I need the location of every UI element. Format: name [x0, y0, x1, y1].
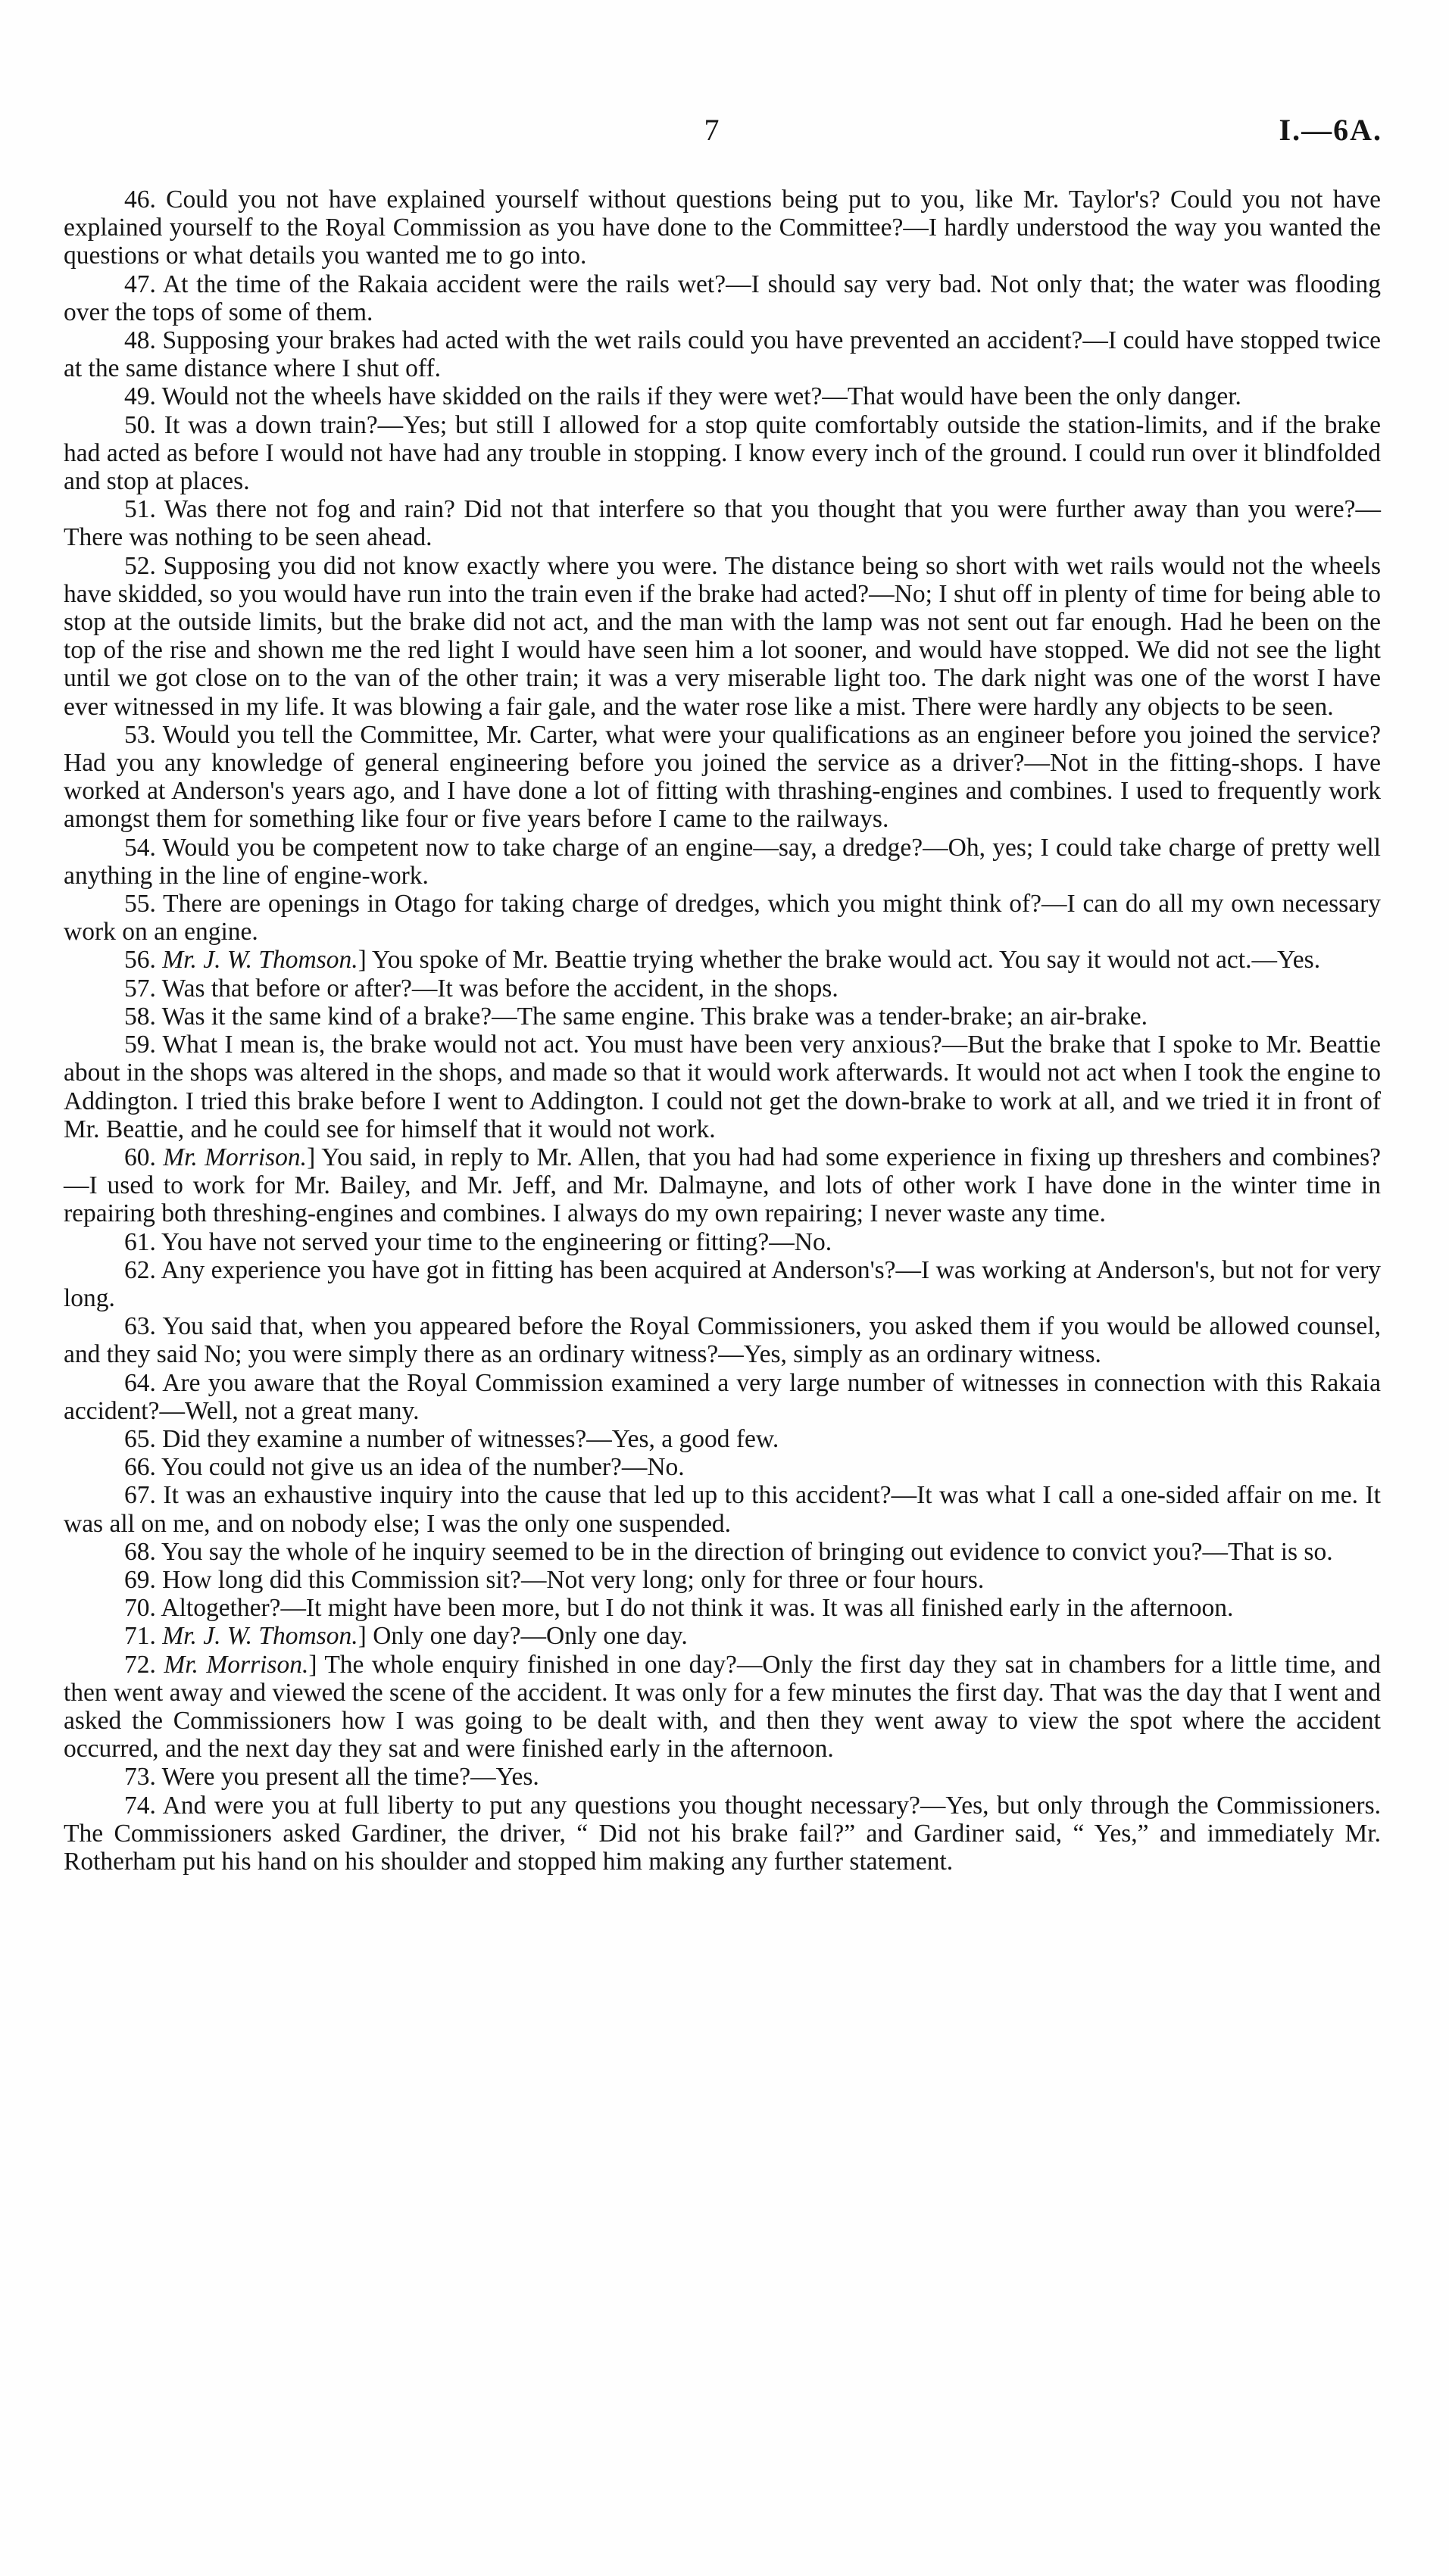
question-53: 53. Would you tell the Committee, Mr. Carter, what were your qualifications as an engineer before you joined the service? Had you any knowledge of general engineering before you joined the service as a driver?—Not in the fitting-shops. I have worked at Anderson's years ago, and I have done a lot of fitting with thrashing-engines and combines. I used to frequently work amongst them for something like four or five years before I came to the railways.	[64, 720, 1381, 834]
question-63: 63. You said that, when you appeared before the Royal Commissioners, you asked them if you would be allowed counsel, and they said No; you were simply there as an ordinary witness?—Yes, simply as an ordinary witness.	[64, 1312, 1381, 1369]
question-51: 51. Was there not fog and rain? Did not that interfere so that you thought that you were further away than you were?—There was nothing to be seen ahead.	[64, 495, 1381, 552]
question-number: 71.	[124, 1622, 156, 1651]
question-59: 59. What I mean is, the brake would not act. You must have been very anxious?—But the brake that I spoke to Mr. Beattie about in the shops was altered in the shops, and made so that it would work afterwards. It would not act when I took the engine to Addington. I tried this brake before I went to Addington. I could not get the down-brake to work at all, and we tried it in front of Mr. Beattie, and he could see for himself that it would not work.	[64, 1031, 1381, 1143]
question-74: 74. And were you at full liberty to put any questions you thought necessary?—Yes, but only through the Commissioners. The Commissioners asked Gardiner, the driver, “ Did not his brake fail?” and Gardiner said, “ Yes,” and immediately Mr. Rotherham put his hand on his shoulder and stopped him making any further statement.	[64, 1791, 1381, 1876]
question-66: 66. You could not give us an idea of the number?—No.	[124, 1453, 685, 1482]
speaker-name: Mr. J. W. Thomson.	[162, 946, 358, 975]
question-61: 61. You have not served your time to the engineering or fitting?—No.	[124, 1227, 832, 1256]
speaker-name: Mr. Morrison.	[164, 1650, 309, 1679]
page-number: 7	[704, 113, 720, 147]
question-62: 62. Any experience you have got in fitting has been acquired at Anderson's?—I was working at Anderson's, but not for very long.	[64, 1255, 1381, 1312]
question-48: 48. Supposing your brakes had acted with the wet rails could you have prevented an accident?—I could have stopped twice at the same distance where I shut off.	[64, 326, 1381, 383]
question-72	[64, 1651, 1381, 1764]
question-64: 64. Are you aware that the Royal Commission examined a very large number of witnesses in connection with this Rakaia accident?—Well, not a great many.	[64, 1368, 1381, 1425]
question-56	[64, 946, 1381, 974]
question-57: 57. Was that before or after?—It was before the accident, in the shops.	[124, 974, 838, 1003]
question-46: 46. Could you not have explained yourself without questions being put to you, like Mr. Taylor's? Could you not have explained yourself to the Royal Commission as you have done to the Committee?—I hardly understood the way you wanted the questions or what details you wanted me to go into.	[64, 186, 1381, 270]
question-55: 55. There are openings in Otago for taking charge of dredges, which you might think of?—I can do all my own necessary work on an engine.	[64, 890, 1381, 947]
speaker-name: Mr. J. W. Thomson.	[162, 1622, 358, 1651]
question-54: 54. Would you be competent now to take charge of an engine—say, a dredge?—Oh, yes; I could take charge of pretty well anything in the line of engine-work.	[64, 833, 1381, 890]
question-text: ] The whole enquiry finished in one day?—Only the first day they sat in chambers for a little time, and then went away and viewed the scene of the accident. It was only for a few minutes the first day. That was the day that I went and asked the Commissioners how I was going to be dealt with, and then they went away to view the spot where the accident occurred, and the next day they sat and were finished early in the afternoon.	[64, 1650, 1382, 1764]
question-73: 73. Were you present all the time?—Yes.	[124, 1763, 539, 1792]
question-58: 58. Was it the same kind of a brake?—The same engine. This brake was a tender-brake; an air-brake.	[124, 1002, 1148, 1031]
question-70: 70. Altogether?—It might have been more, but I do not think it was. It was all finished early in the afternoon.	[124, 1594, 1234, 1623]
question-68: 68. You say the whole of he inquiry seemed to be in the direction of bringing out evidence to convict you?—That is so.	[124, 1537, 1333, 1566]
question-47: 47. At the time of the Rakaia accident were the rails wet?—I should say very bad. Not only that; the water was flooding over the tops of some of them.	[64, 270, 1381, 326]
question-number: 60.	[124, 1143, 156, 1171]
question-49: 49. Would not the wheels have skidded on the rails if they were wet?—That would have been the only danger.	[124, 382, 1241, 411]
question-71	[64, 1622, 1381, 1650]
question-text: ] You spoke of Mr. Beattie trying whether the brake would act. You say it would not act.—Yes.	[358, 946, 1321, 975]
question-number: 72.	[124, 1650, 156, 1679]
question-69: 69. How long did this Commission sit?—Not very long; only for three or four hours.	[124, 1565, 985, 1594]
question-60	[64, 1143, 1381, 1228]
question-text: ] You said, in reply to Mr. Allen, that you had had some experience in fixing up threshers and combines?—I used to work for Mr. Bailey, and Mr. Jeff, and Mr. Dalmayne, and lots of other work I have done in the winter time in repairing both threshing-engines and combines. I always do my own repairing; I never waste any time.	[64, 1143, 1382, 1228]
question-number: 56.	[124, 946, 156, 975]
speaker-name: Mr. Morrison.	[163, 1143, 308, 1171]
question-text: ] Only one day?—Only one day.	[358, 1622, 688, 1651]
page-reference: I.—6A.	[1279, 113, 1382, 147]
evidence-body	[64, 186, 1381, 1876]
question-65: 65. Did they examine a number of witnesses?—Yes, a good few.	[124, 1424, 779, 1453]
question-50: 50. It was a down train?—Yes; but still I allowed for a stop quite comfortably outside the station-limits, and if the brake had acted as before I would not have had any trouble in stopping. I know every inch of the ground. I could run over it blindfolded and stop at places.	[64, 410, 1381, 496]
question-67: 67. It was an exhaustive inquiry into the cause that led up to this accident?—It was what I call a one-sided affair on me. It was all on me, and on nobody else; I was the only one suspended.	[64, 1481, 1381, 1538]
question-52: 52. Supposing you did not know exactly where you were. The distance being so short with wet rails would not the wheels have skidded, so you would have run into the train even if the brake had acted?—No; I shut off in plenty of time for being able to stop at the outside limits, but the brake did not act, and the man with the lamp was not sent out far enough. Had he been on the top of the rise and shown me the red light I would have seen him a lot sooner, and would have stopped. We did not see the light until we got close on to the van of the other train; it was a very miserable light too. The dark night was one of the worst I have ever witnessed in my life. It was blowing a fair gale, and the water rose like a mist. There were hardly any objects to be seen.	[64, 551, 1381, 721]
